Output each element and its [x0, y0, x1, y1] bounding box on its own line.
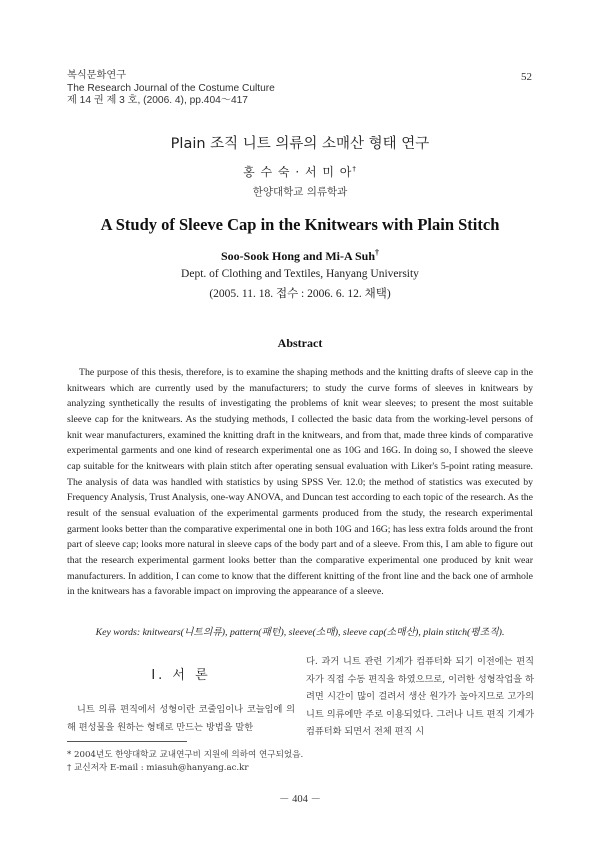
body-left-column [67, 664, 295, 736]
corresponding-author-mark-en: † [375, 248, 380, 257]
korean-author-names: 홍 수 숙 · 서 미 아 [243, 165, 353, 179]
korean-title: Plain 조직 니트 의류의 소매산 형태 연구 [170, 136, 430, 152]
received-accepted-dates: (2005. 11. 18. 접수 : 2006. 6. 12. 채택) [209, 288, 391, 300]
korean-affiliation: 한양대학교 의류학과 [252, 186, 348, 198]
keywords: Key words: knitwears(니트의류), pattern(패턴), sleeve(소매), sleeve cap(소매산), plain stitch(평조직). [95, 627, 505, 638]
corner-number: 52 [521, 71, 532, 83]
journal-name-korean: 복식문화연구 [67, 70, 127, 81]
journal-header [67, 70, 367, 108]
footnote-corresponding: † 교신저자 E-mail : miasuh@hanyang.ac.kr [67, 763, 249, 773]
english-affiliation: Dept. of Clothing and Textiles, Hanyang University [181, 268, 419, 280]
left-column-paragraph: 니트 의류 편직에서 성형이란 코줄임이나 코늘임에 의해 편성물을 원하는 형태로 만드는 방법을 말한 [67, 704, 295, 733]
footnote-divider [67, 741, 187, 742]
page-number: － 404 － [279, 794, 321, 805]
footnotes [67, 749, 533, 775]
body-right-column [306, 653, 534, 741]
journal-volume-info: 제 14 권 제 3 호, (2006. 4), pp.404～417 [67, 95, 248, 106]
english-title: A Study of Sleeve Cap in the Knitwears with Plain Stitch [100, 215, 500, 234]
section-heading: Ⅰ. 서 론 [151, 668, 211, 683]
korean-authors [0, 163, 600, 180]
abstract-body: The purpose of this thesis, therefore, is to examine the shaping methods and the knitting drafts of sleeve cap in the knitwears which are currently used by the manufacturers; to study the curve forms of sleeves in knitwears by analyzing synthetically the results of investigating the problems of knit wear sleeves; to present the most suitable sleeve cap for the knitwears. As the studying methods, I collected the basic data from the working-level persons of knit wear manufacturers, examined the knitting draft in the knitwears, and from that, made three kinds of comparative experimental garments and one kind of research experimental one as 10G and 16G. In doing so, I showed the sleeve cap suitable for the knitwears with plain stitch after operating sensual evaluation with Liker's 5-point rating measure. The analysis of data was handled with statistics by using SPSS Ver. 12.0; the method of statistics was executed by Frequency Analysis, Trust Analysis, one-way ANOVA, and Duncan test according to each topic of the research. As the result of the sensual evaluation of the experimental garments produced from the study, the research experimental garment looks better than the comparative experimental one in both 10G and 16G; has less extra folds around the front part of sleeve cap; looks more natural in sleeve caps of the body part and of a sleeve. From this, I am able to figure out that the research experimental garment looks better than the comparative experimental one produced by knit wear manufacturers. In addition, I can come to know that the different knitting of the front line and the back one of armhole in the knitwears has a favorable impact on improving the appearance of a sleeve. [67, 367, 533, 598]
footnote-funding: * 2004년도 한양대학교 교내연구비 지원에 의하여 연구되었음. [67, 750, 304, 760]
corresponding-author-mark: † [352, 165, 357, 173]
journal-name-english: The Research Journal of the Costume Culture [67, 82, 275, 94]
abstract-heading: Abstract [277, 336, 323, 350]
english-author-names: Soo-Sook Hong and Mi-A Suh [220, 249, 376, 263]
right-column-paragraph: 다. 과거 니트 관련 기계가 컴퓨터화 되기 이전에는 편직자가 직접 수동 편직을 하였으므로, 이러한 성형작업을 하려면 시간이 많이 걸려서 생산 원가가 높아지므로 고가의 니트 의류에만 주로 이용되었다. 그러나 니트 편직 기계가 컴퓨터화 되면서 전체 편직 시 [306, 656, 534, 737]
english-authors [0, 248, 600, 264]
